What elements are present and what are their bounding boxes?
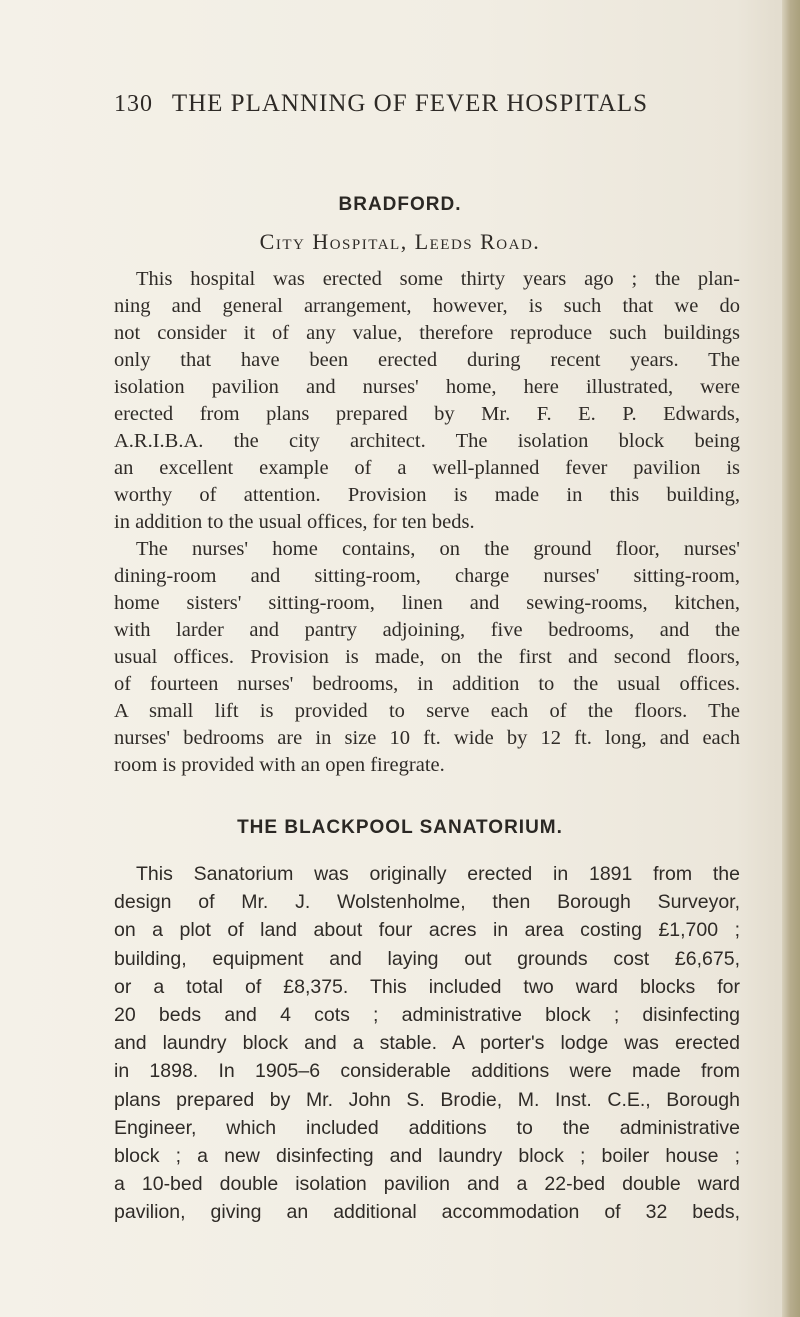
text-line: in addition to the usual offices, for ten beds. [114,511,475,533]
text-line: an excellent example of a well-planned fever pavilion is [114,457,740,479]
section-heading-blackpool: THE BLACKPOOL SANATORIUM. [237,817,563,838]
text-line: pavilion, giving an additional accommodation of 32 beds, [114,1201,740,1224]
text-line: home sisters' sitting-room, linen and sewing-rooms, kitchen, [114,592,740,614]
running-head [114,90,648,118]
page-number: 130 [114,91,153,117]
text-line: The nurses' home contains, on the ground floor, nurses' [136,538,740,560]
text-line: only that have been erected during recent years. The [114,349,740,371]
text-line: 20 beds and 4 cots ; administrative block ; disinfecting [114,1003,740,1026]
text-line: on a plot of land about four acres in area costing £1,700 ; [114,919,740,942]
text-line: erected from plans prepared by Mr. F. E. P. Edwards, [114,403,740,425]
text-line: This Sanatorium was originally erected in 1891 from the [136,863,740,885]
text-line: ning and general arrangement, however, is such that we do [114,295,740,317]
text-line: dining-room and sitting-room, charge nurses' sitting-room, [114,565,740,587]
running-head-title: THE PLANNING OF FEVER HOSPITALS [171,90,649,117]
text-line: usual offices. Provision is made, on the first and second floors, [114,646,740,668]
text-line: design of Mr. J. Wolstenholme, then Borough Surveyor, [114,891,740,914]
text-line: plans prepared by Mr. John S. Brodie, M. Inst. C.E., Borough [114,1088,740,1111]
text-line: in 1898. In 1905–6 considerable additions were made from [114,1060,740,1083]
text-line: A.R.I.B.A. the city architect. The isolation block being [114,430,740,452]
text-line: room is provided with an open firegrate. [114,754,445,776]
text-line: worthy of attention. Provision is made in this building, [114,484,740,506]
text-line: not consider it of any value, therefore reproduce such buildings [114,322,740,344]
text-line: Engineer, which included additions to the administrative [114,1116,740,1139]
section-subheading-city-hospital: City Hospital, Leeds Road. [259,229,541,254]
blackpool-text-block [114,860,740,1226]
text-line: building, equipment and laying out grounds cost £6,675, [114,947,740,970]
text-line: nurses' bedrooms are in size 10 ft. wide by 12 ft. long, and each [114,727,740,749]
text-line: block ; a new disinfecting and laundry block ; boiler house ; [114,1144,740,1167]
text-line: This hospital was erected some thirty years ago ; the plan- [136,268,740,290]
bradford-text-block [114,266,740,779]
text-line: A small lift is provided to serve each of the floors. The [114,700,740,722]
text-line: and laundry block and a stable. A porter's lodge was erected [114,1032,740,1055]
section-heading-bradford: BRADFORD. [338,194,462,215]
text-line: or a total of £8,375. This included two ward blocks for [114,975,740,998]
text-line: with larder and pantry adjoining, five bedrooms, and the [114,619,740,641]
text-line: of fourteen nurses' bedrooms, in addition to the usual offices. [114,673,740,695]
text-line: isolation pavilion and nurses' home, here illustrated, were [114,376,740,398]
text-line: a 10-bed double isolation pavilion and a 22-bed double ward [114,1173,740,1196]
